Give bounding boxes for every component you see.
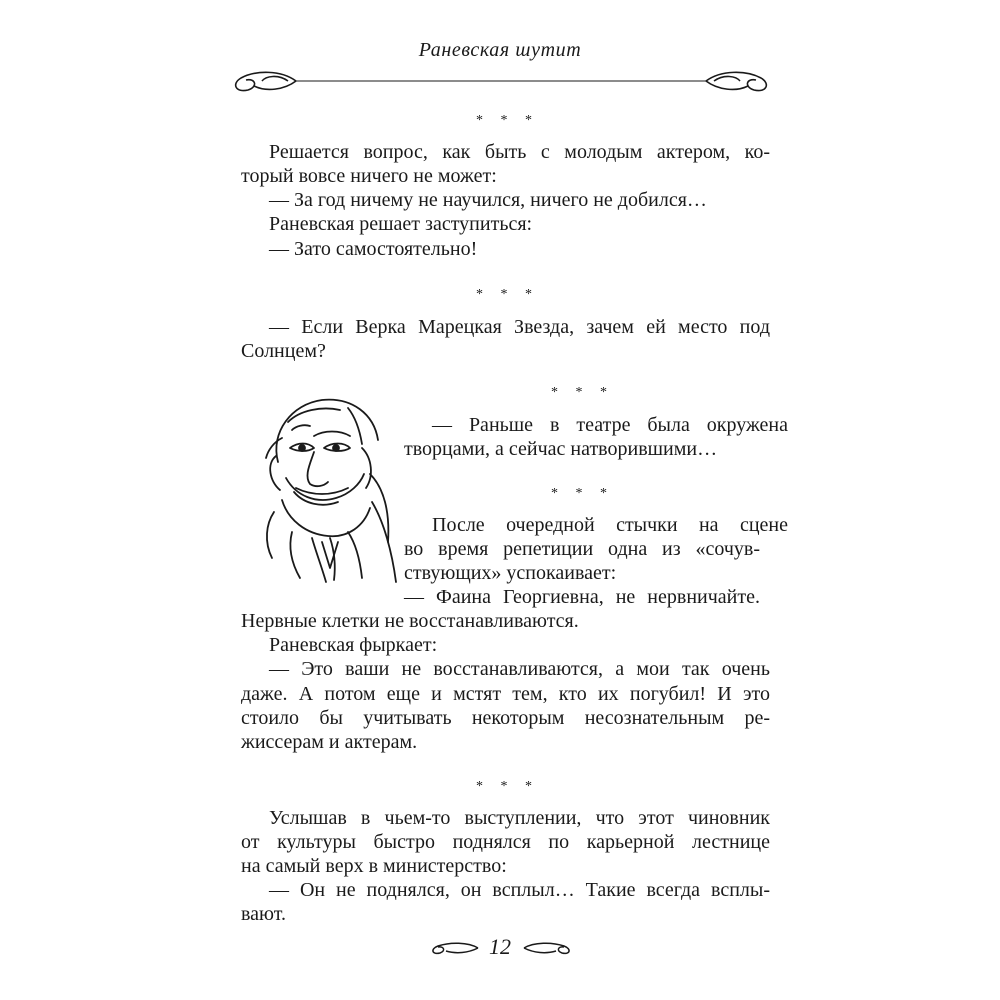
- text-line: Услышав в чьем-то выступлении, что этот чиновник: [269, 807, 770, 829]
- separator-stars: * * *: [551, 486, 614, 501]
- separator-stars: * * *: [476, 779, 539, 794]
- text-line: во время репетиции одна из «сочув-: [404, 538, 760, 560]
- text-line: на самый верх в министерство:: [241, 855, 507, 877]
- page-number: 12: [489, 934, 511, 959]
- text-line: вают.: [241, 903, 286, 925]
- text-line: — Это ваши не восстанавливаются, а мои так очень: [269, 658, 770, 680]
- header-ornament-icon: [226, 68, 776, 98]
- separator-stars: * * *: [551, 385, 614, 400]
- text-line: Нервные клетки не восстанавливаются.: [241, 610, 579, 632]
- separator-stars: * * *: [476, 287, 539, 302]
- text-line: — За год ничему не научился, ничего не добился…: [269, 189, 707, 211]
- text-line: даже. А потом еще и мстят тем, кто их погубил! И это: [241, 683, 770, 705]
- text-line: ствующих» успокаивает:: [404, 562, 617, 584]
- text-line: После очередной стычки на сцене: [432, 514, 788, 536]
- text-line: Решается вопрос, как быть с молодым актером, ко-: [269, 141, 770, 163]
- text-line: — Раньше в театре была окружена: [432, 414, 788, 436]
- text-line: Солнцем?: [241, 340, 326, 362]
- text-line: Раневская фыркает:: [269, 634, 438, 656]
- text-line: от культуры быстро поднялся по карьерной лестнице: [241, 831, 770, 853]
- text-line: — Фаина Георгиевна, не нервничайте.: [404, 586, 760, 608]
- text-line: стоило бы учитывать некоторым несознательным ре-: [241, 707, 770, 729]
- text-line: Раневская решает заступиться:: [269, 213, 533, 235]
- separator-stars: * * *: [476, 113, 539, 128]
- text-line: жиссерам и актерам.: [241, 731, 418, 753]
- text-line: — Зато самостоятельно!: [269, 238, 478, 260]
- folio-ornament-right-icon: [522, 940, 574, 956]
- text-line: творцами, а сейчас натворившими…: [404, 438, 718, 460]
- text-line: — Он не поднялся, он всплыл… Такие всегда всплы-: [269, 879, 770, 901]
- text-line: — Если Верка Марецкая Звезда, зачем ей место под: [269, 316, 770, 338]
- caricature-portrait-icon: [252, 392, 404, 588]
- text-line: торый вовсе ничего не может:: [241, 165, 497, 187]
- running-header: Раневская шутит: [418, 39, 582, 61]
